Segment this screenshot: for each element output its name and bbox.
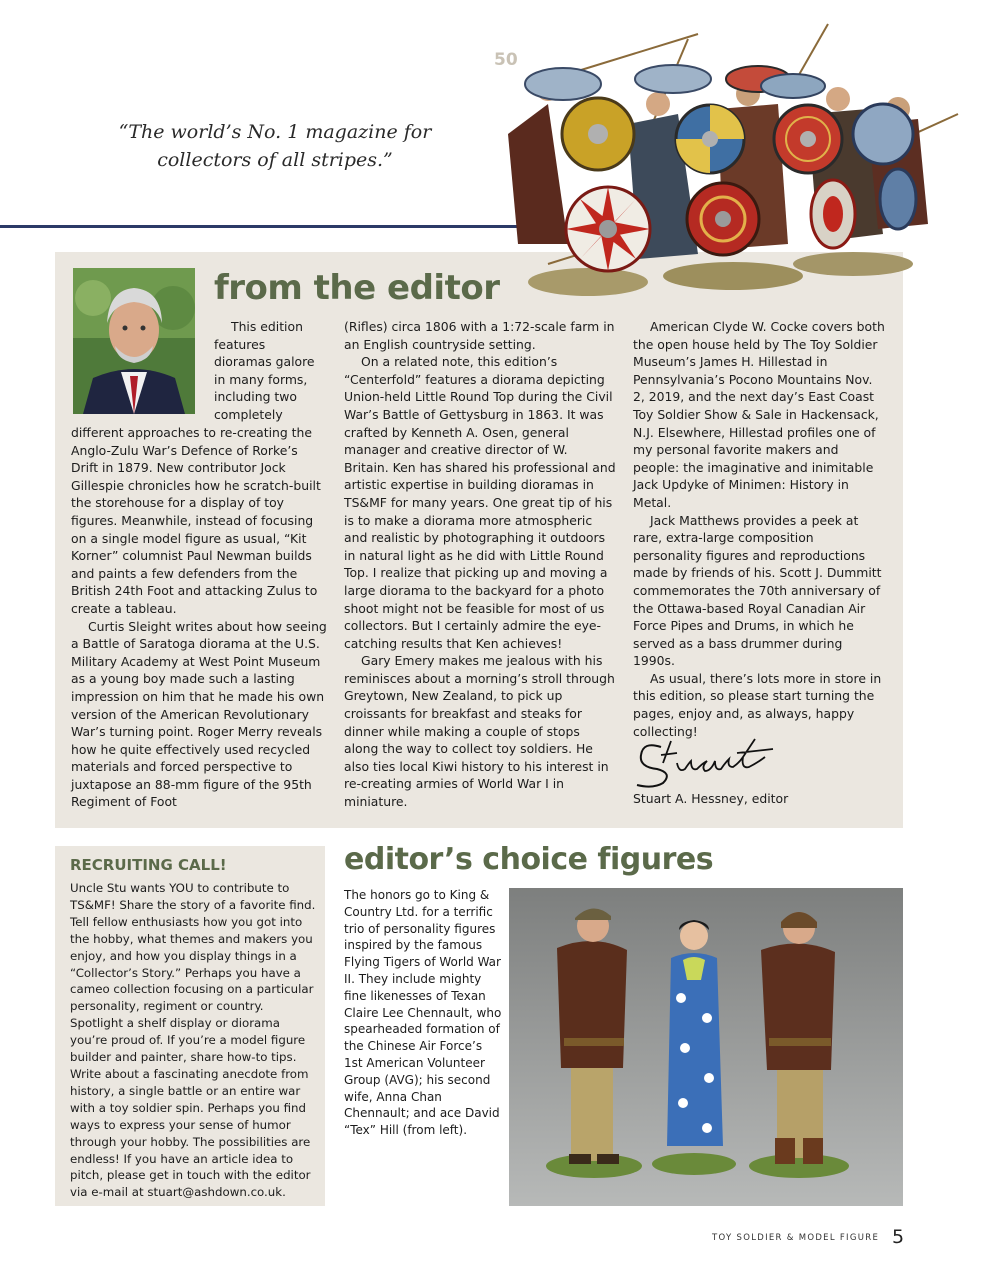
paragraph: different approaches to re-creating the Anglo-Zulu War’s Defence of Rorke’s Drift in 1879. New contributor Jock Gillespie chronicles how he scratch-built the storehouse for a display of toy figures. Meanwhile, instead of focusing on a single model figure as usual, “Kit Korner” columnist Paul Newman builds and paints a few defenders from the British 24th Foot and attacking Zulus to create a tableau. <box>71 425 321 616</box>
footer-magazine-title: TOY SOLDIER & MODEL FIGURE <box>712 1233 880 1243</box>
paragraph: This edition features dioramas galore in many forms, including two completely <box>214 319 315 422</box>
editor-text-col2 <box>344 318 616 811</box>
page-badge: 50 <box>494 50 518 70</box>
editors-choice-text: The honors go to King & Country Ltd. for a terrific trio of personality figures inspired by the famous Flying Tigers of World War II. They include mighty fine likenesses of Texan Claire Lee Chennault, who spearheaded formation of the Chinese Air Force’s 1st American Volunteer Group (AVG); his second wife, Anna Chan Chennault; and ace David “Tex” Hill (from left). <box>344 888 502 1138</box>
editor-section-title: from the editor <box>214 268 500 308</box>
paragraph: (Rifles) circa 1806 with a 1:72-scale farm in an English countryside setting. <box>344 319 615 352</box>
editor-signature <box>633 733 783 791</box>
viking-figures-image <box>488 14 968 304</box>
paragraph: American Clyde W. Cocke covers both the open house held by The Toy Soldier Museum’s James H. Hillestad in Pennsylvania’s Pocono Mountains Nov. 2, 2019, and the next day’s East Coast Toy Soldier Show & Sale in Hackensack, N.J. Elsewhere, Hillestad profiles one of my personal favorite makers and people: the imaginative and inimitable Jack Updyke of Minimen: History in Metal. <box>633 319 885 510</box>
header-rule <box>0 225 560 228</box>
footer-page-number: 5 <box>892 1226 905 1248</box>
tagline-quote: “The world’s No. 1 magazine for collectors of all stripes.” <box>118 121 432 171</box>
editors-choice-title: editor’s choice figures <box>344 842 714 877</box>
paragraph: On a related note, this edition’s “Centerfold” features a diorama depicting Union-held Little Round Top during the Civil War’s Battle of Gettysburg in 1863. It was crafted by Kenneth A. Osen, general manager and creative director of W. Britain. Ken has shared his professional and artistic expertise in building dioramas in TS&MF for many years. One great tip of his is to make a diorama more atmospheric and realistic by photographing it outdoors in natural light as he did with Little Round Top. I realize that picking up and moving a large diorama to the backyard for a photo shoot might not be feasible for most of us collectors. But I certainly admire the eye-catching results that Ken achieves! <box>344 354 616 651</box>
paragraph: Jack Matthews provides a peek at rare, extra-large composition personality figures and reproductions made by friends of his. Scott J. Dummitt commemorates the 70th anniversary of the Ottawa-based Royal Canadian Air Force Pipes and Drums, in which he served as a bass drummer during 1990s. <box>633 512 882 669</box>
recruiting-call-text: Uncle Stu wants YOU to contribute to TS&MF! Share the story of a favorite find. Tell fellow enthusiasts how you got into the hobby, what themes and makers you enjoy, and how you display things in a “Collector’s Story.” Perhaps you have a cameo collection focusing on a particular personality, regiment or country. Spotlight a shelf display or diorama you’re proud of. If you’re a model figure builder and painter, share how-to tips. Write about a fascinating anecdote from history, a single battle or an entire war with a toy soldier spin. Perhaps you find ways to express your sense of humor through your hobby. The possibilities are endless! If you have an article idea to pitch, please get in touch with the editor via e-mail at stuart@ashdown.co.uk. <box>70 881 316 1200</box>
editor-text-col1-intro <box>214 318 324 424</box>
paragraph: Gary Emery makes me jealous with his reminisces about a morning’s stroll through Greytown, New Zealand, to pick up croissants for breakfast and steaks for dinner while making a couple of stops along the way to collect toy soldiers. He also ties local Kiwi history to his interest in re-creating armies of World War I in miniature. <box>344 653 615 810</box>
editor-signoff: Stuart A. Hessney, editor <box>633 791 789 806</box>
recruiting-call-title: RECRUITING CALL! <box>70 856 227 874</box>
editor-text-col1 <box>71 424 327 811</box>
signature-text: Stuart <box>708 763 744 776</box>
paragraph: Curtis Sleight writes about how seeing a Battle of Saratoga diorama at the U.S. Military Academy at West Point Museum as a young boy made such a lasting impression on him that he made his own version of the American Revolutionary War’s turning point. Roger Merry reveals how he quite effectively used recycled materials and forced perspective to juxtapose an 88-mm figure of the 95th Regiment of Foot <box>71 618 327 810</box>
paragraph: As usual, there’s lots more in store in this edition, so please start turning the pages, enjoy and, as always, happy collecting! <box>633 670 882 739</box>
editor-portrait-photo <box>73 268 195 414</box>
editor-text-col3 <box>633 318 885 740</box>
flying-tigers-figures-photo <box>509 888 903 1206</box>
